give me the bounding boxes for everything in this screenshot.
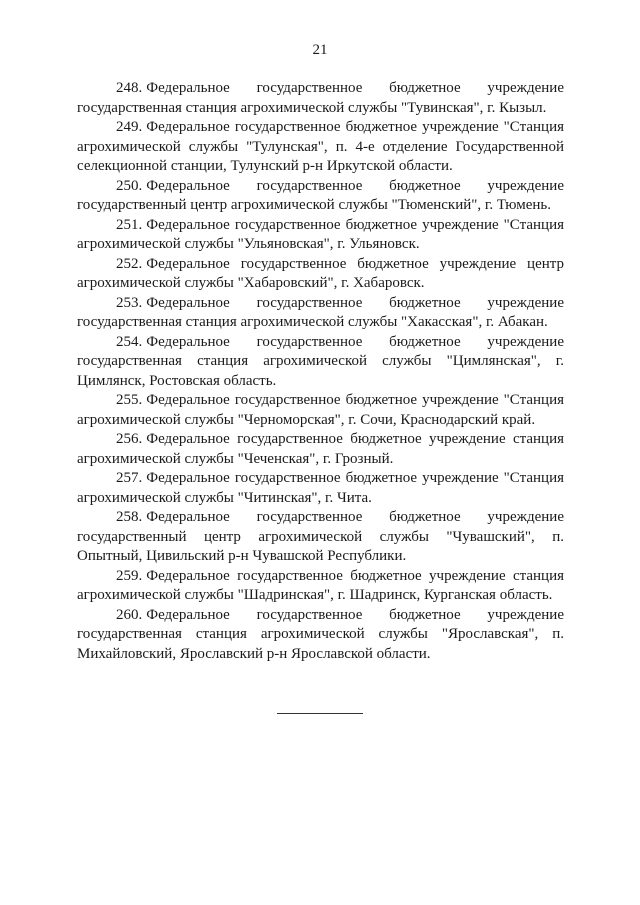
- list-item: [77, 567, 564, 606]
- list-item-text: Федеральное государственное бюджетное учреждение государственная станция агрохимической службы "Тувинская", г. Кызыл.: [77, 80, 564, 116]
- end-of-list-divider: [277, 713, 363, 714]
- list-item: [77, 177, 564, 216]
- page-number: 21: [312, 42, 328, 58]
- list-item-number: 258.: [116, 509, 143, 525]
- list-item-text: Федеральное государственное бюджетное учреждение "Станция агрохимической службы "Черноморская", г. Сочи, Краснодарский край.: [77, 392, 564, 428]
- list-item-number: 253.: [116, 294, 143, 311]
- list-item: [77, 79, 564, 118]
- list-item-number: 259.: [116, 567, 143, 584]
- list-item: [77, 391, 564, 430]
- list-item-number: 250.: [116, 177, 143, 194]
- list-item-number: 260.: [116, 606, 143, 623]
- list-item-text: Федеральное государственное бюджетное учреждение центр агрохимической службы "Хабаровский", г. Хабаровск.: [77, 255, 564, 291]
- list-item: [77, 508, 564, 567]
- list-item: [77, 255, 564, 294]
- list-item-text: Федеральное государственное бюджетное учреждение государственная станция агрохимической службы "Ярославская", п. Михайловский, Ярославский р-н Ярославской области.: [77, 606, 564, 662]
- list-item: [77, 294, 564, 333]
- list-item-text: Федеральное государственное бюджетное учреждение государственная станция агрохимической службы "Цимлянская", г. Цимлянск, Ростовская область.: [77, 333, 564, 389]
- list-item: [77, 118, 564, 177]
- list-item: [77, 430, 564, 469]
- list-item-text: Федеральное государственное бюджетное учреждение станция агрохимической службы "Шадринская", г. Шадринск, Курганская область.: [77, 567, 564, 603]
- list-item-number: 249.: [116, 119, 143, 135]
- list-item-text: Федеральное государственное бюджетное учреждение государственный центр агрохимической службы "Тюменский", г. Тюмень.: [77, 177, 564, 213]
- list-item: [77, 216, 564, 255]
- list-item: [77, 333, 564, 392]
- list-item-number: 257.: [116, 470, 143, 486]
- list-item: [77, 606, 564, 665]
- list-body: [77, 79, 564, 664]
- list-item-number: 251.: [116, 216, 143, 233]
- list-item-number: 256.: [116, 431, 143, 447]
- list-item-number: 248.: [116, 80, 143, 96]
- list-item-number: 255.: [116, 392, 143, 408]
- list-item-number: 254.: [116, 333, 143, 350]
- list-item-text: Федеральное государственное бюджетное учреждение государственная станция агрохимической службы "Хакасская", г. Абакан.: [77, 294, 564, 330]
- list-item-text: Федеральное государственное бюджетное учреждение "Станция агрохимической службы "Тулунская", п. 4-е отделение Государственной селекционной станции, Тулунский р-н Иркутской области.: [77, 119, 564, 174]
- list-item-text: Федеральное государственное бюджетное учреждение "Станция агрохимической службы "Ульяновская", г. Ульяновск.: [77, 216, 564, 252]
- list-item-text: Федеральное государственное бюджетное учреждение "Станция агрохимической службы "Читинская", г. Чита.: [77, 470, 564, 506]
- list-item: [77, 469, 564, 508]
- list-item-text: Федеральное государственное бюджетное учреждение государственный центр агрохимической службы "Чувашский", п. Опытный, Цивильский р-н Чувашской Республики.: [77, 509, 564, 564]
- list-item-number: 252.: [116, 255, 143, 272]
- list-item-text: Федеральное государственное бюджетное учреждение станция агрохимической службы "Чеченская", г. Грозный.: [77, 431, 564, 467]
